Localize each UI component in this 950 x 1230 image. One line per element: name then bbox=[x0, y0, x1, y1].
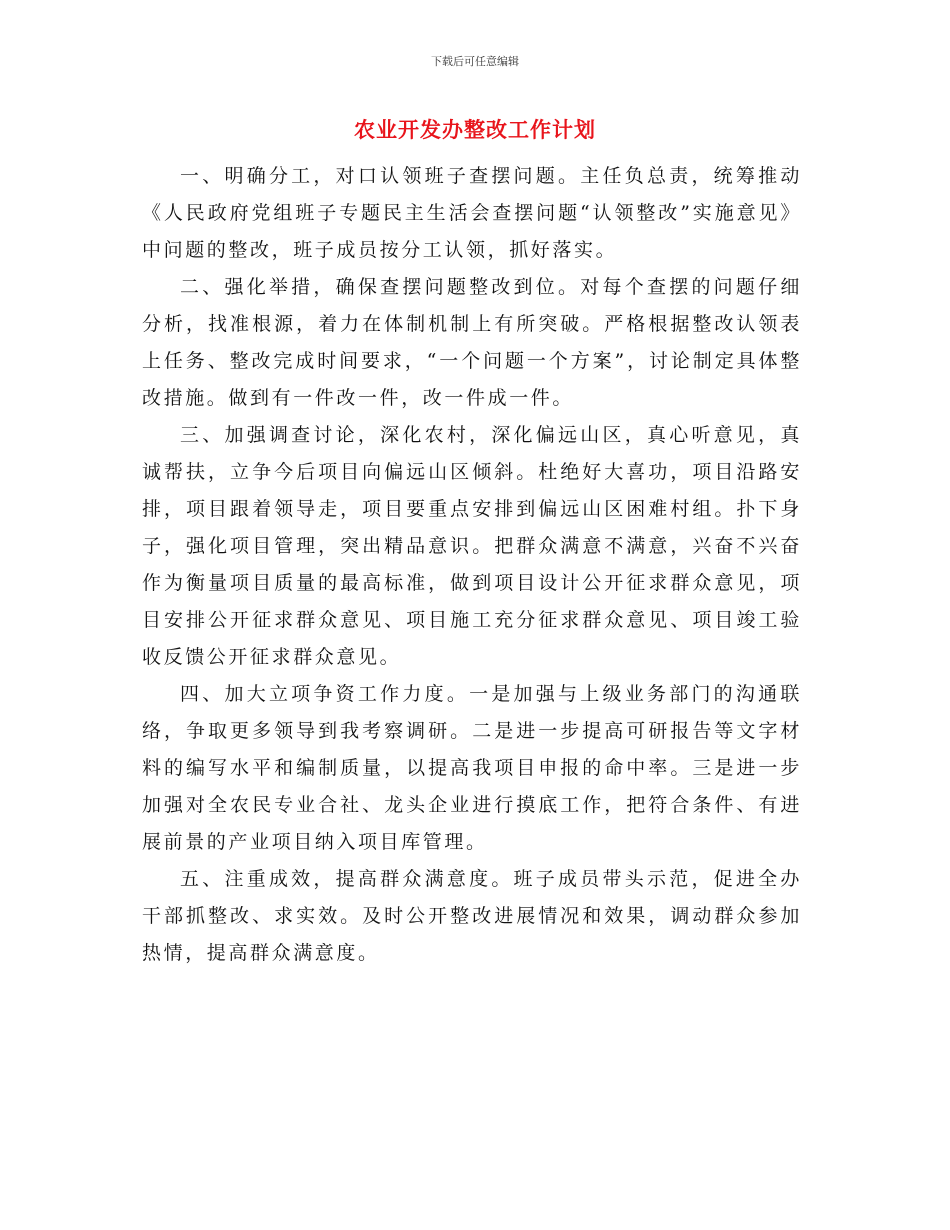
paragraph-2: 二、强化举措，确保查摆问题整改到位。对每个查摆的问题仔细分析，找准根源，着力在体制机制上有所突破。严格根据整改认领表上任务、整改完成时间要求，“一个问题一个方案”，讨论制定具体整改措施。做到有一件改一件，改一件成一件。 bbox=[142, 276, 802, 409]
paragraph-3: 三、加强调查讨论，深化农村，深化偏远山区，真心听意见，真诚帮扶，立争今后项目向偏远山区倾斜。杜绝好大喜功，项目沿路安排，项目跟着领导走，项目要重点安排到偏远山区困难村组。扑下身子，强化项目管理，突出精品意识。把群众满意不满意，兴奋不兴奋作为衡量项目质量的最高标准，做到项目设计公开征求群众意见，项目安排公开征求群众意见、项目施工充分征求群众意见、项目竣工验收反馈公开征求群众意见。 bbox=[142, 424, 802, 668]
header-note: 下载后可任意编辑 bbox=[431, 55, 519, 68]
document-title: 农业开发办整改工作计划 bbox=[354, 118, 596, 142]
paragraph-4: 四、加大立项争资工作力度。一是加强与上级业务部门的沟通联络，争取更多领导到我考察调研。二是进一步提高可研报告等文字材料的编写水平和编制质量，以提高我项目申报的命中率。三是进一步加强对全农民专业合社、龙头企业进行摸底工作，把符合条件、有进展前景的产业项目纳入项目库管理。 bbox=[142, 683, 802, 853]
paragraph-1: 一、明确分工，对口认领班子查摆问题。主任负总责，统筹推动《人民政府党组班子专题民主生活会查摆问题“认领整改”实施意见》中问题的整改，班子成员按分工认领，抓好落实。 bbox=[142, 165, 802, 261]
paragraph-5: 五、注重成效，提高群众满意度。班子成员带头示范，促进全办干部抓整改、求实效。及时公开整改进展情况和效果，调动群众参加热情，提高群众满意度。 bbox=[142, 868, 802, 964]
document-body bbox=[142, 158, 802, 972]
